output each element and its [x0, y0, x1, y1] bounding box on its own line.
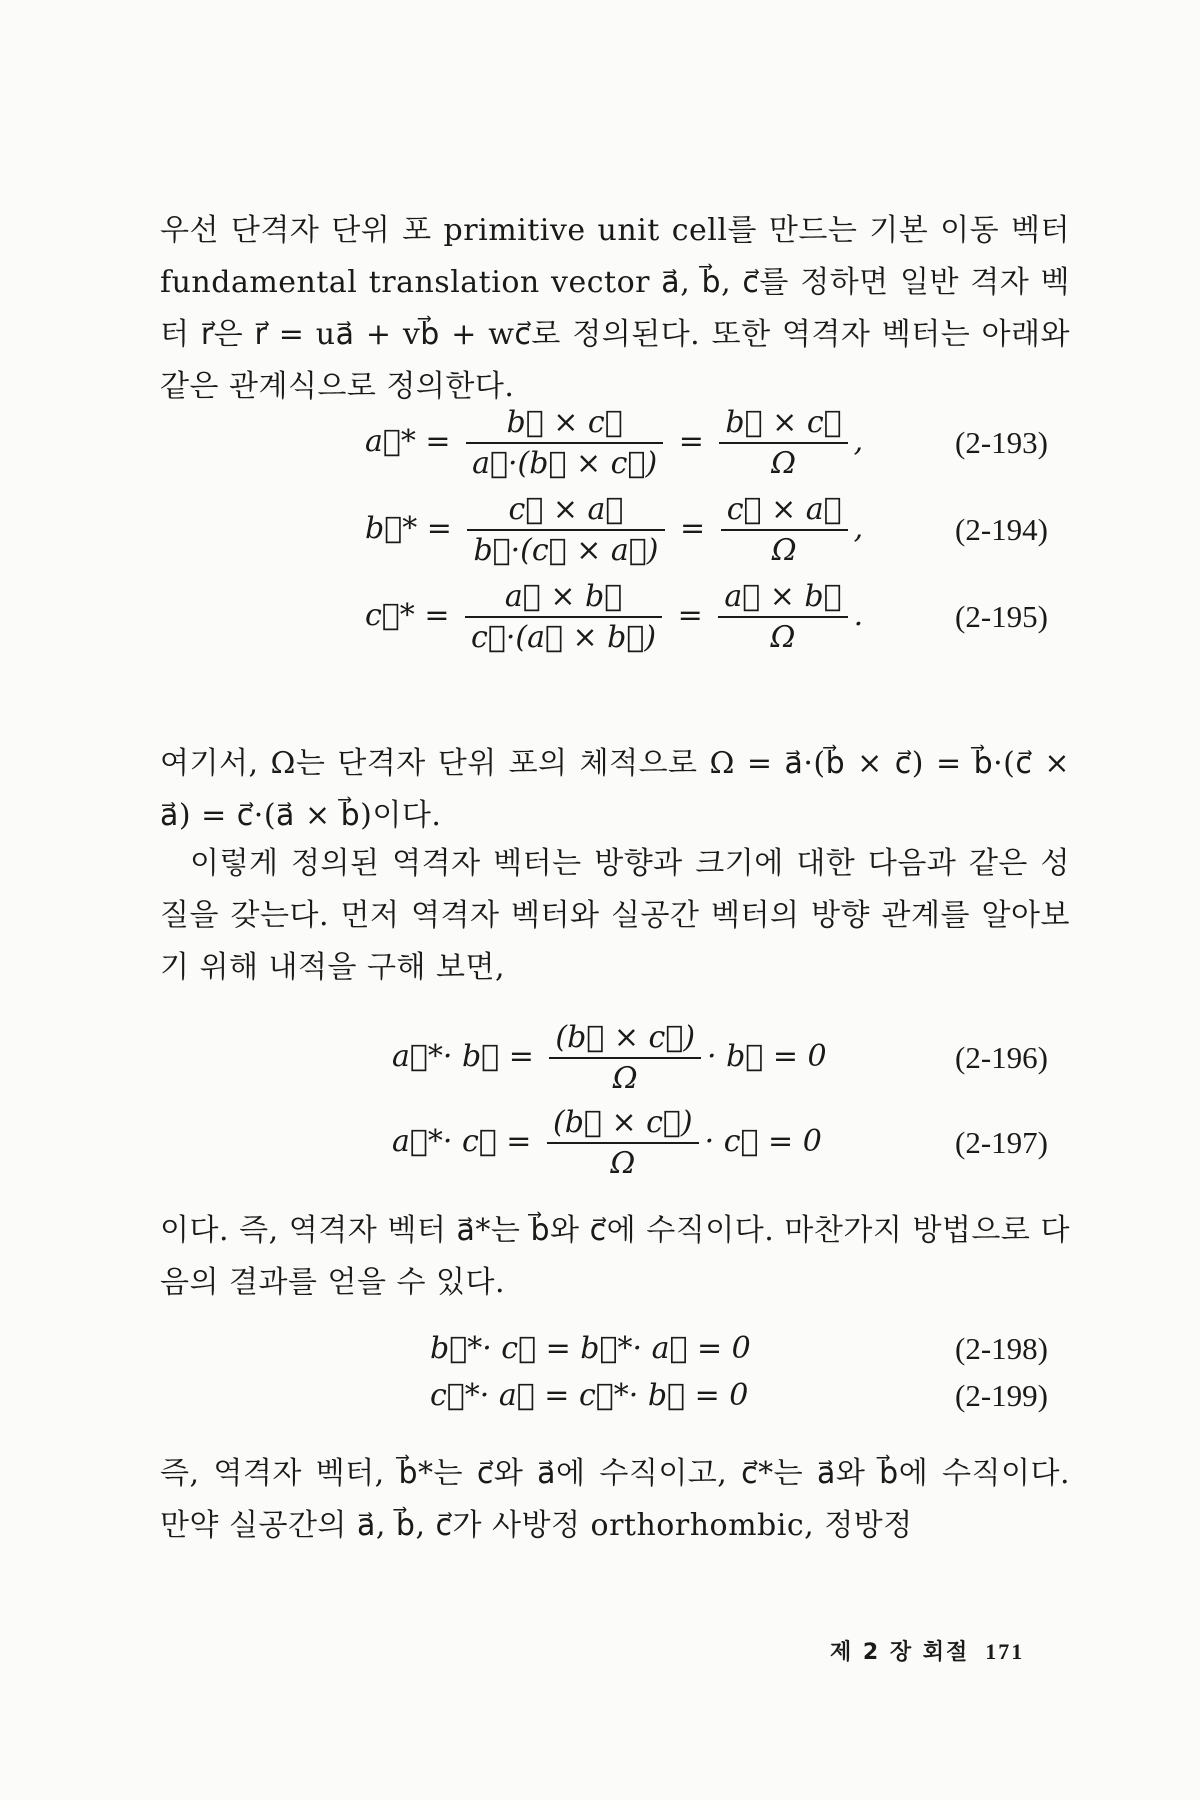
fraction-numerator: a⃗ × b⃗ — [718, 579, 847, 618]
paragraph-intro — [160, 205, 1070, 413]
paragraph-perpendicular — [160, 1205, 1070, 1309]
equation-expression — [392, 1105, 822, 1181]
paragraph-text: 즉, 역격자 벡터, b⃗*는 c⃗와 a⃗에 수직이고, c⃗*는 a⃗와 b⃗에 수직이다. 만약 실공간의 a⃗, b⃗, c⃗가 사방정 orthorhombic, 정방정 — [160, 1456, 1070, 1543]
fraction-numerator: b⃗ × c⃗ — [466, 405, 663, 444]
equation-expression — [365, 405, 863, 481]
fraction — [465, 579, 662, 655]
fraction-denominator: c⃗·(a⃗ × b⃗) — [471, 620, 657, 655]
equation-expression: b⃗*· c⃗ = b⃗*· a⃗ = 0 — [430, 1331, 751, 1366]
paragraph-omega-definition — [160, 738, 1070, 842]
equation-2-197 — [0, 1105, 1200, 1185]
fraction-numerator: c⃗ × a⃗ — [467, 492, 664, 531]
fraction — [718, 579, 847, 655]
fraction-numerator: b⃗ × c⃗ — [719, 405, 847, 444]
fraction — [467, 492, 664, 568]
equation-number: (2-195) — [955, 599, 1048, 634]
equation-2-195 — [0, 579, 1200, 659]
equation-lhs: a⃗*· c⃗ = — [392, 1124, 532, 1159]
equation-lhs: a⃗* = — [365, 424, 451, 459]
equation-punctuation: , — [853, 511, 864, 546]
fraction-denominator: b⃗·(c⃗ × a⃗) — [473, 533, 659, 568]
fraction-denominator: Ω — [612, 1061, 638, 1096]
equation-expression — [365, 492, 863, 568]
equation-number: (2-198) — [955, 1331, 1048, 1366]
equation-expression — [365, 579, 863, 655]
equals-sign: = — [680, 511, 706, 546]
equation-expression — [392, 1020, 827, 1096]
fraction-numerator: (b⃗ × c⃗) — [549, 1020, 701, 1059]
fraction — [719, 405, 847, 481]
fraction — [466, 405, 663, 481]
paragraph-text: 이렇게 정의된 역격자 벡터는 방향과 크기에 대한 다음과 같은 성질을 갖는다. 먼저 역격자 벡터와 실공간 벡터의 방향 관계를 알아보기 위해 내적을 구해 보면, — [160, 846, 1070, 985]
fraction — [721, 492, 848, 568]
paragraph-text: 우선 단격자 단위 포 primitive unit cell를 만드는 기본 이동 벡터 fundamental translation vector a⃗, b⃗, c⃗를 정하면 일반 격자 벡터 r⃗은 r⃗ = ua⃗ + vb⃗ + wc⃗로 정의된다. 또한 역격자 벡터는 아래와 같은 관계식으로 정의한다. — [160, 213, 1070, 404]
equation-2-196 — [0, 1020, 1200, 1100]
fraction-denominator: a⃗·(b⃗ × c⃗) — [472, 446, 658, 481]
equals-sign: = — [678, 424, 704, 459]
equation-expression: c⃗*· a⃗ = c⃗*· b⃗ = 0 — [430, 1378, 749, 1413]
equals-sign: = — [677, 598, 703, 633]
equation-2-194 — [0, 492, 1200, 572]
page-number: 171 — [985, 1639, 1025, 1664]
equation-punctuation: . — [853, 598, 864, 633]
fraction-numerator: a⃗ × b⃗ — [465, 579, 662, 618]
equation-lhs: a⃗*· b⃗ = — [392, 1039, 534, 1074]
paragraph-conclusion — [160, 1448, 1070, 1552]
fraction — [549, 1020, 701, 1096]
fraction-numerator: (b⃗ × c⃗) — [547, 1105, 699, 1144]
equation-number: (2-193) — [955, 425, 1048, 460]
fraction-denominator: Ω — [770, 620, 796, 655]
equation-number: (2-194) — [955, 512, 1048, 547]
page-footer — [830, 1635, 1080, 1666]
equation-2-193 — [0, 405, 1200, 485]
equation-number: (2-197) — [955, 1125, 1048, 1160]
equation-2-199 — [0, 1372, 1200, 1452]
fraction-denominator: Ω — [610, 1146, 636, 1181]
fraction-denominator: Ω — [771, 533, 797, 568]
equation-number: (2-196) — [955, 1040, 1048, 1075]
equation-rhs: · b⃗ = 0 — [707, 1039, 827, 1074]
paragraph-properties — [160, 838, 1070, 994]
equation-number: (2-199) — [955, 1378, 1048, 1413]
equation-lhs: c⃗* = — [365, 598, 450, 633]
equation-lhs: b⃗* = — [365, 511, 452, 546]
equation-punctuation: , — [853, 424, 864, 459]
paragraph-text: 여기서, Ω는 단격자 단위 포의 체적으로 Ω = a⃗·(b⃗ × c⃗) = b⃗·(c⃗ × a⃗) = c⃗·(a⃗ × b⃗)이다. — [160, 746, 1070, 833]
fraction-numerator: c⃗ × a⃗ — [721, 492, 848, 531]
fraction-denominator: Ω — [771, 446, 796, 481]
equation-rhs: · c⃗ = 0 — [704, 1124, 822, 1159]
paragraph-text: 이다. 즉, 역격자 벡터 a⃗*는 b⃗와 c⃗에 수직이다. 마찬가지 방법으로 다음의 결과를 얻을 수 있다. — [160, 1213, 1070, 1300]
chapter-title: 제 2 장 회절 — [830, 1640, 970, 1665]
fraction — [547, 1105, 699, 1181]
